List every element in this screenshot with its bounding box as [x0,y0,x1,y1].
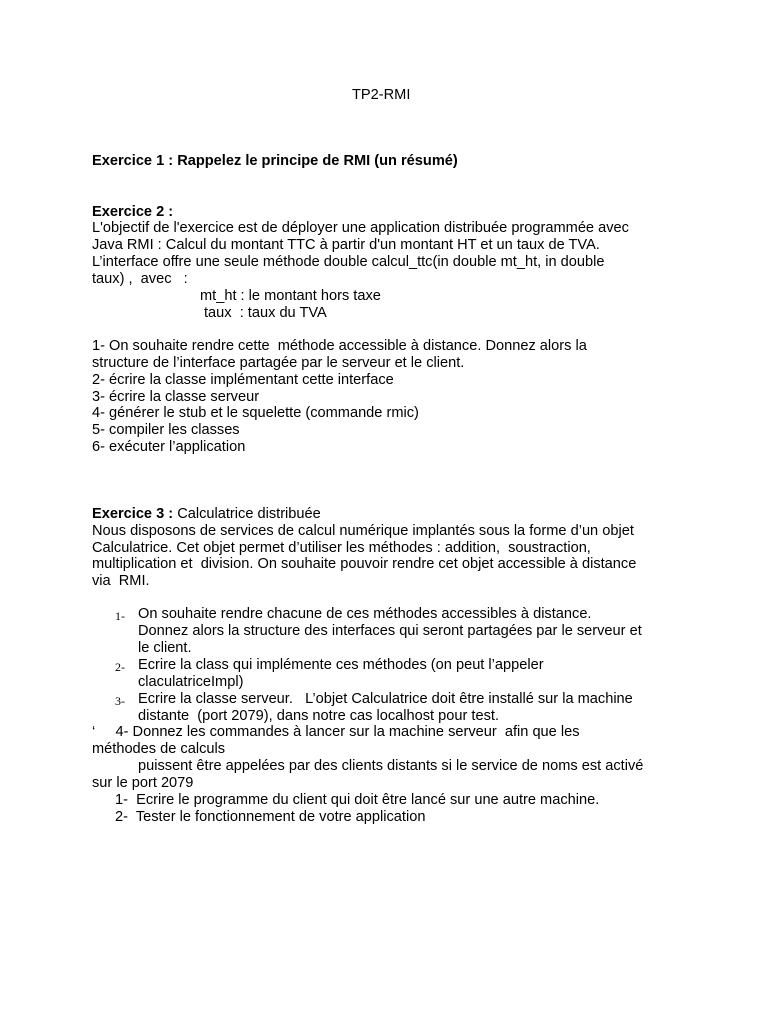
list-item-line: Ecrire la classe serveur. L’objet Calculatrice doit être installé sur la machine [138,691,633,707]
parameter-line: taux : taux du TVA [204,305,327,321]
exercise-2-step: 5- compiler les classes [92,422,240,438]
list-number: 3- [115,694,125,708]
exercise-2-step: structure de l’interface partagée par le serveur et le client. [92,355,465,371]
exercise-3-intro-line: Nous disposons de services de calcul numérique implantés sous la forme d’un objet [92,523,634,539]
exercise-2-intro-line: L'objectif de l'exercice est de déployer une application distribuée programmée avec [92,220,629,236]
exercise-3-intro-line: via RMI. [92,573,150,589]
item-4-line: puissent être appelées par des clients distants si le service de noms est activé [138,758,644,774]
page-title: TP2-RMI [352,87,411,103]
exercise-3-intro-line: Calculatrice. Cet objet permet d’utiliser les méthodes : addition, soustraction, [92,540,591,556]
exercise-2-step: 3- écrire la classe serveur [92,389,260,405]
list-item-line: Ecrire la class qui implémente ces méthodes (on peut l’appeler [138,657,544,673]
exercise-3-heading-title: Calculatrice distribuée [173,506,321,522]
list-item-line: claculatriceImpl) [138,674,244,690]
list-item-line: le client. [138,640,192,656]
list-number: 2- [115,660,125,674]
final-step-line: 2- Tester le fonctionnement de votre application [115,809,426,825]
list-number: 1- [115,609,125,623]
exercise-2-intro-line: L’interface offre une seule méthode double calcul_ttc(in double mt_ht, in double [92,254,605,270]
exercise-2-intro-line: Java RMI : Calcul du montant TTC à partir d'un montant HT et un taux de TVA. [92,237,600,253]
item-4-line: ‘ 4- Donnez les commandes à lancer sur la machine serveur afin que les [92,724,580,740]
exercise-3-heading-label: Exercice 3 : [92,506,174,522]
final-step-line: 1- Ecrire le programme du client qui doit être lancé sur une autre machine. [115,792,600,808]
exercise-3-intro-line: multiplication et division. On souhaite pouvoir rendre cet objet accessible à distance [92,556,637,572]
exercise-2-intro-line: taux) , avec : [92,271,188,287]
exercise-3-heading [92,506,321,523]
item-4-line: méthodes de calculs [92,741,226,757]
item-4-line: sur le port 2079 [92,775,194,791]
exercise-2-step: 1- On souhaite rendre cette méthode accessible à distance. Donnez alors la [92,338,587,354]
parameter-line: mt_ht : le montant hors taxe [200,288,381,304]
exercise-2-step: 2- écrire la classe implémentant cette interface [92,372,394,388]
exercise-2-step: 6- exécuter l’application [92,439,246,455]
exercise-2-heading: Exercice 2 : [92,204,174,220]
exercise-1-heading: Exercice 1 : Rappelez le principe de RMI (un résumé) [92,153,458,169]
list-item-line: distante (port 2079), dans notre cas localhost pour test. [138,708,499,724]
list-item-line: Donnez alors la structure des interfaces qui seront partagées par le serveur et [138,623,642,639]
list-item-line: On souhaite rendre chacune de ces méthodes accessibles à distance. [138,606,592,622]
exercise-2-step: 4- générer le stub et le squelette (commande rmic) [92,405,419,421]
